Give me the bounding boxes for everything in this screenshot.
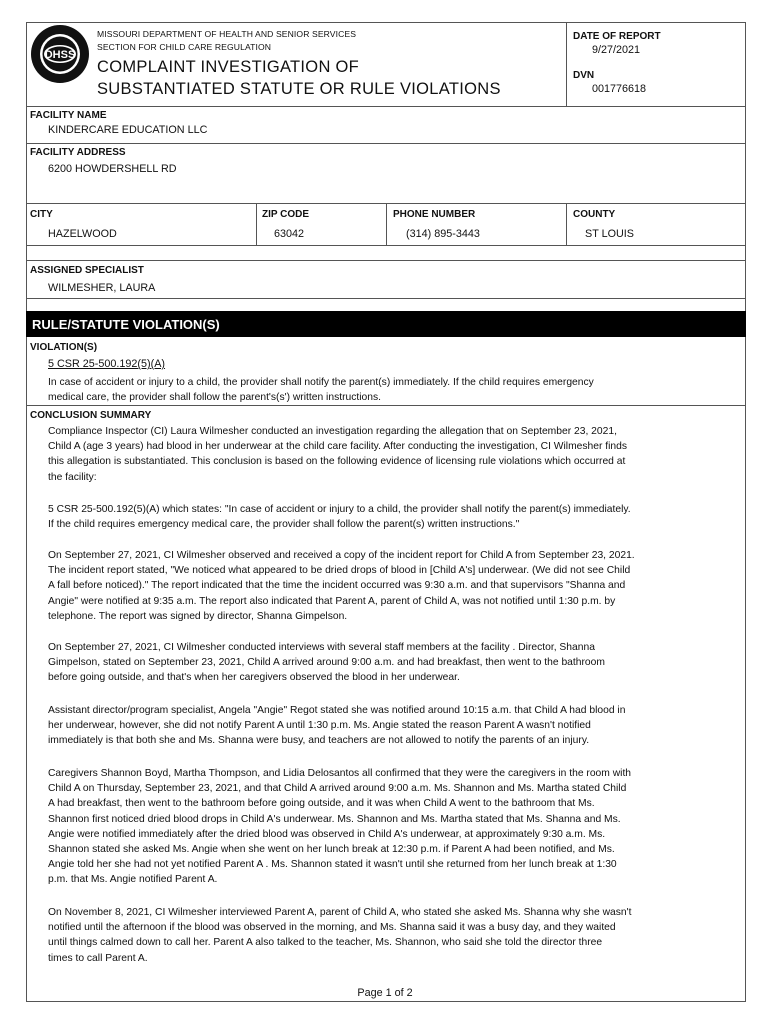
divider xyxy=(386,203,387,245)
conclusion-paragraph: On November 8, 2021, CI Wilmesher interviewed Parent A, parent of Child A, who stated she asked Ms. Shanna why she wasn't notified until the afternoon if the blood was observed in the morning, and Ms. Shanna said it was a busy day, and they waited until things calmed down to call her. Parent A also talked to the teacher, Ms. Shannon, who said she told the director three times to call Parent A. xyxy=(48,907,632,964)
dvn-value: 001776618 xyxy=(592,83,647,95)
conclusion-paragraph: 5 CSR 25-500.192(5)(A) which states: "In case of accident or injury to a child, the provider shall notify the parent(s) immediately. If the child requires emergency medical care, the provider shall follow the parent(s) written instructions." xyxy=(48,504,631,531)
svg-text:DHSS: DHSS xyxy=(44,49,76,61)
divider xyxy=(26,298,746,299)
date-of-report-label: DATE OF REPORT xyxy=(573,31,661,42)
city-value: HAZELWOOD xyxy=(48,228,117,240)
county-value: ST LOUIS xyxy=(585,228,635,240)
rule-text: In case of accident or injury to a child, the provider shall notify the parent(s) immediately. If the child requires emergency medical care, the provider shall follow the parent's(s') written instructions. xyxy=(48,377,594,404)
city-label: CITY xyxy=(30,209,53,220)
dhss-seal-logo xyxy=(30,24,90,84)
conclusion-paragraph: On September 27, 2021, CI Wilmesher conducted interviews with several staff members at the facility . Director, Shanna Gimpelson, stated on September 23, 2021, Child A arrived around 9:00 a.m. and had breakfast, then went to the bathroom before going outside, and that's when her caregivers observed the blood in her underwear. xyxy=(48,642,605,684)
phone-number-value: (314) 895-3443 xyxy=(406,228,480,240)
page-number: Page 1 of 2 xyxy=(357,987,413,999)
conclusion-paragraph: Assistant director/program specialist, Angela "Angie" Regot stated she was notified around 10:15 a.m. that Child A had blood in her underwear, however, she did not notify Parent A until 1:30 p.m. Ms. Angie stated the reason Parent A wasn't notified immediately is that both she and Ms. Shanna were busy, and teachers are not allowed to notify the parents of an injury. xyxy=(48,705,626,747)
divider xyxy=(566,22,567,106)
assigned-specialist-label: ASSIGNED SPECIALIST xyxy=(30,265,144,276)
section-title: RULE/STATUTE VIOLATION(S) xyxy=(32,317,220,332)
conclusion-paragraph: On September 27, 2021, CI Wilmesher observed and received a copy of the incident report for Child A from September 23, 2021. The incident report stated, "We noticed what appeared to be dried drops of blood in [Child A's] underwear. (We did not see Child A fall before noticed)." The report indicated that the time the incident occurred was 9:30 a.m. and that supervisors "Shanna and Angie" were notified at 9:35 a.m. The report also indicated that Parent A, parent of Child A, was not notified until 1:30 p.m. by telephone. The report was signed by director, Shanna Gimpelson. xyxy=(48,550,635,622)
conclusion-paragraph: Compliance Inspector (CI) Laura Wilmesher conducted an investigation regarding the allegation that on September 23, 2021, Child A (age 3 years) had blood in her underwear at the child care facility. After conducting the investigation, CI Wilmesher finds this allegation is substantiated. This conclusion is based on the following evidence of licensing rule violations which occurred at the facility: xyxy=(48,426,628,483)
violations-label: VIOLATION(S) xyxy=(30,342,98,353)
report-title-line1: COMPLAINT INVESTIGATION OF xyxy=(97,58,360,76)
zip-code-label: ZIP CODE xyxy=(262,209,310,220)
facility-address-label: FACILITY ADDRESS xyxy=(30,147,126,158)
dvn-label: DVN xyxy=(573,70,595,81)
section-header-band xyxy=(26,311,746,337)
zip-code-value: 63042 xyxy=(274,228,305,240)
divider xyxy=(256,203,257,245)
facility-name-label: FACILITY NAME xyxy=(30,110,107,121)
divider xyxy=(26,143,746,144)
phone-number-label: PHONE NUMBER xyxy=(393,209,476,220)
county-label: COUNTY xyxy=(573,209,616,220)
divider xyxy=(26,260,746,261)
rule-code-link[interactable]: 5 CSR 25-500.192(5)(A) xyxy=(48,358,166,370)
agency-name: MISSOURI DEPARTMENT OF HEALTH AND SENIOR SERVICES xyxy=(97,29,357,39)
facility-name-value: KINDERCARE EDUCATION LLC xyxy=(48,124,208,136)
divider xyxy=(566,203,567,245)
divider xyxy=(26,245,746,246)
conclusion-paragraph: Caregivers Shannon Boyd, Martha Thompson, and Lidia Delosantos all confirmed that they were the caregivers in the room with Child A on Thursday, September 23, 2021, and that Child A arrived around 9:00 a.m. Ms. Shannon and Ms. Martha stated Child A had breakfast, then went to the bathroom before going outside, and it was when Child A went to the bathroom that Ms. Shannon first noticed dried blood drops in Child A's underwear. Ms. Shannon and Ms. Martha stated that Ms. Shanna and Ms. Angie were notified immediately after the dried blood was observed in Child A's underwear, at approximately 9:30 a.m. Ms. Shannon stated she asked Ms. Angie when she went on her lunch break at 12:30 p.m. if Parent A had been notified, and Ms. Angie told her she had not yet notified Parent A . Ms. Shannon stated it wasn't until she returned from her lunch break at 1:30 p.m. that Ms. Angie notified Parent A. xyxy=(48,768,632,886)
report-title-line2: SUBSTANTIATED STATUTE OR RULE VIOLATIONS xyxy=(97,80,501,98)
divider xyxy=(26,106,746,107)
conclusion-summary-label: CONCLUSION SUMMARY xyxy=(30,410,152,421)
date-of-report-value: 9/27/2021 xyxy=(592,44,641,56)
assigned-specialist-value: WILMESHER, LAURA xyxy=(48,282,156,294)
agency-section: SECTION FOR CHILD CARE REGULATION xyxy=(97,42,272,52)
facility-address-value: 6200 HOWDERSHELL RD xyxy=(48,163,177,175)
